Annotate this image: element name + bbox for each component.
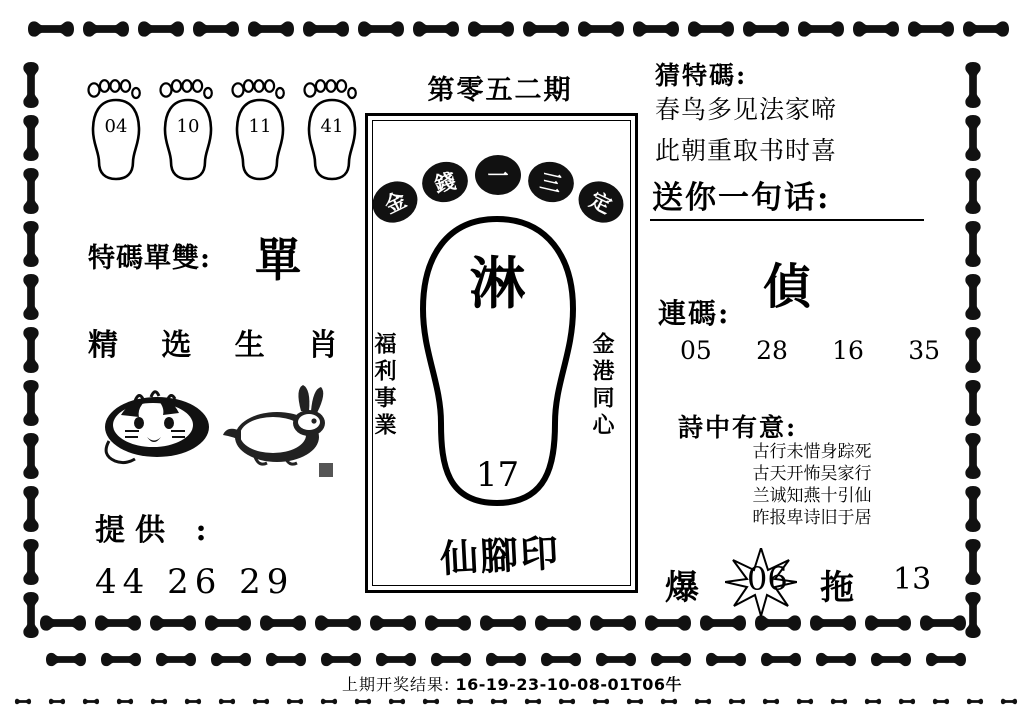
footer-result bbox=[0, 672, 1024, 695]
zodiac-illustrations bbox=[95, 375, 345, 480]
period-title: 第零五二期 bbox=[427, 75, 573, 106]
arc-char: 錢 bbox=[418, 157, 472, 206]
poem-body bbox=[692, 441, 932, 529]
poem-line: 兰诚知燕十引仙 bbox=[752, 486, 872, 506]
bao-number: 06 bbox=[747, 560, 788, 598]
footprint-number: 41 bbox=[320, 116, 344, 137]
poem-title: 詩中有意: bbox=[678, 413, 798, 442]
footprint-number: 10 bbox=[176, 116, 200, 137]
foot-number: 17 bbox=[475, 455, 520, 495]
lian-label: 連碼: bbox=[658, 297, 731, 330]
footprint-item bbox=[301, 78, 363, 183]
tuo-number: 13 bbox=[893, 562, 932, 597]
arc-char: 一 bbox=[475, 155, 521, 195]
send-message-label: 送你一句话: bbox=[652, 180, 831, 216]
divider bbox=[650, 219, 924, 221]
card-title: 仙腳印 bbox=[439, 529, 562, 582]
footprint-item bbox=[157, 78, 219, 183]
vertical-text-right: 金港同心 bbox=[589, 332, 615, 440]
send-message-word: 偵 bbox=[762, 259, 811, 315]
arc-char: 金 bbox=[366, 174, 425, 230]
zodiac-label-char: 生 bbox=[234, 328, 265, 363]
supply-label: 提供 : bbox=[95, 513, 217, 548]
vertical-text-left: 福利事業 bbox=[371, 332, 397, 440]
zodiac-label-char: 选 bbox=[161, 328, 192, 363]
poem-line: 昨报卑诗旧于居 bbox=[752, 508, 872, 528]
guess-line-1: 春鸟多见法家啼 bbox=[655, 95, 838, 124]
foot-keyword: 淋 bbox=[469, 251, 526, 317]
guess-line-2: 此朝重取书时喜 bbox=[655, 136, 838, 165]
poem-line: 古天开怖吴家行 bbox=[752, 464, 872, 484]
odd-even-value: 單 bbox=[255, 233, 301, 287]
footprint-item bbox=[229, 78, 291, 183]
lian-numbers bbox=[680, 336, 940, 365]
zodiac-label-char: 肖 bbox=[307, 328, 338, 363]
poem-line: 古行未惜身踪死 bbox=[752, 442, 872, 462]
lian-number: 05 bbox=[680, 336, 712, 365]
footer-value: 16-19-23-10-08-01T06牛 bbox=[455, 675, 682, 694]
lian-number: 16 bbox=[832, 336, 864, 365]
footer-label: 上期开奖结果: bbox=[342, 675, 451, 694]
bao-label: 爆 bbox=[665, 568, 699, 608]
footprint-item bbox=[85, 78, 147, 183]
footprint-number: 11 bbox=[248, 116, 272, 137]
arc-char: 三 bbox=[524, 157, 578, 206]
tuo-label: 拖 bbox=[820, 568, 854, 608]
lian-number: 35 bbox=[908, 336, 940, 365]
arc-char-blobs bbox=[372, 152, 627, 222]
footer-bone-strip bbox=[0, 698, 1024, 705]
lian-number: 28 bbox=[756, 336, 788, 365]
arc-char: 定 bbox=[572, 174, 631, 230]
zodiac-label bbox=[88, 320, 338, 364]
footprint-number-row bbox=[85, 78, 365, 188]
bao-tuo-row bbox=[665, 556, 940, 608]
supply-numbers: 44 26 29 bbox=[95, 562, 295, 602]
odd-even-label: 特碼單雙: bbox=[88, 243, 211, 274]
tiger-ink-drawing bbox=[95, 375, 345, 480]
zodiac-label-char: 精 bbox=[88, 328, 118, 363]
footprint-number: 04 bbox=[104, 116, 128, 137]
guess-label: 猜特碼: bbox=[655, 61, 748, 90]
rabbit-ink-drawing bbox=[223, 385, 325, 464]
